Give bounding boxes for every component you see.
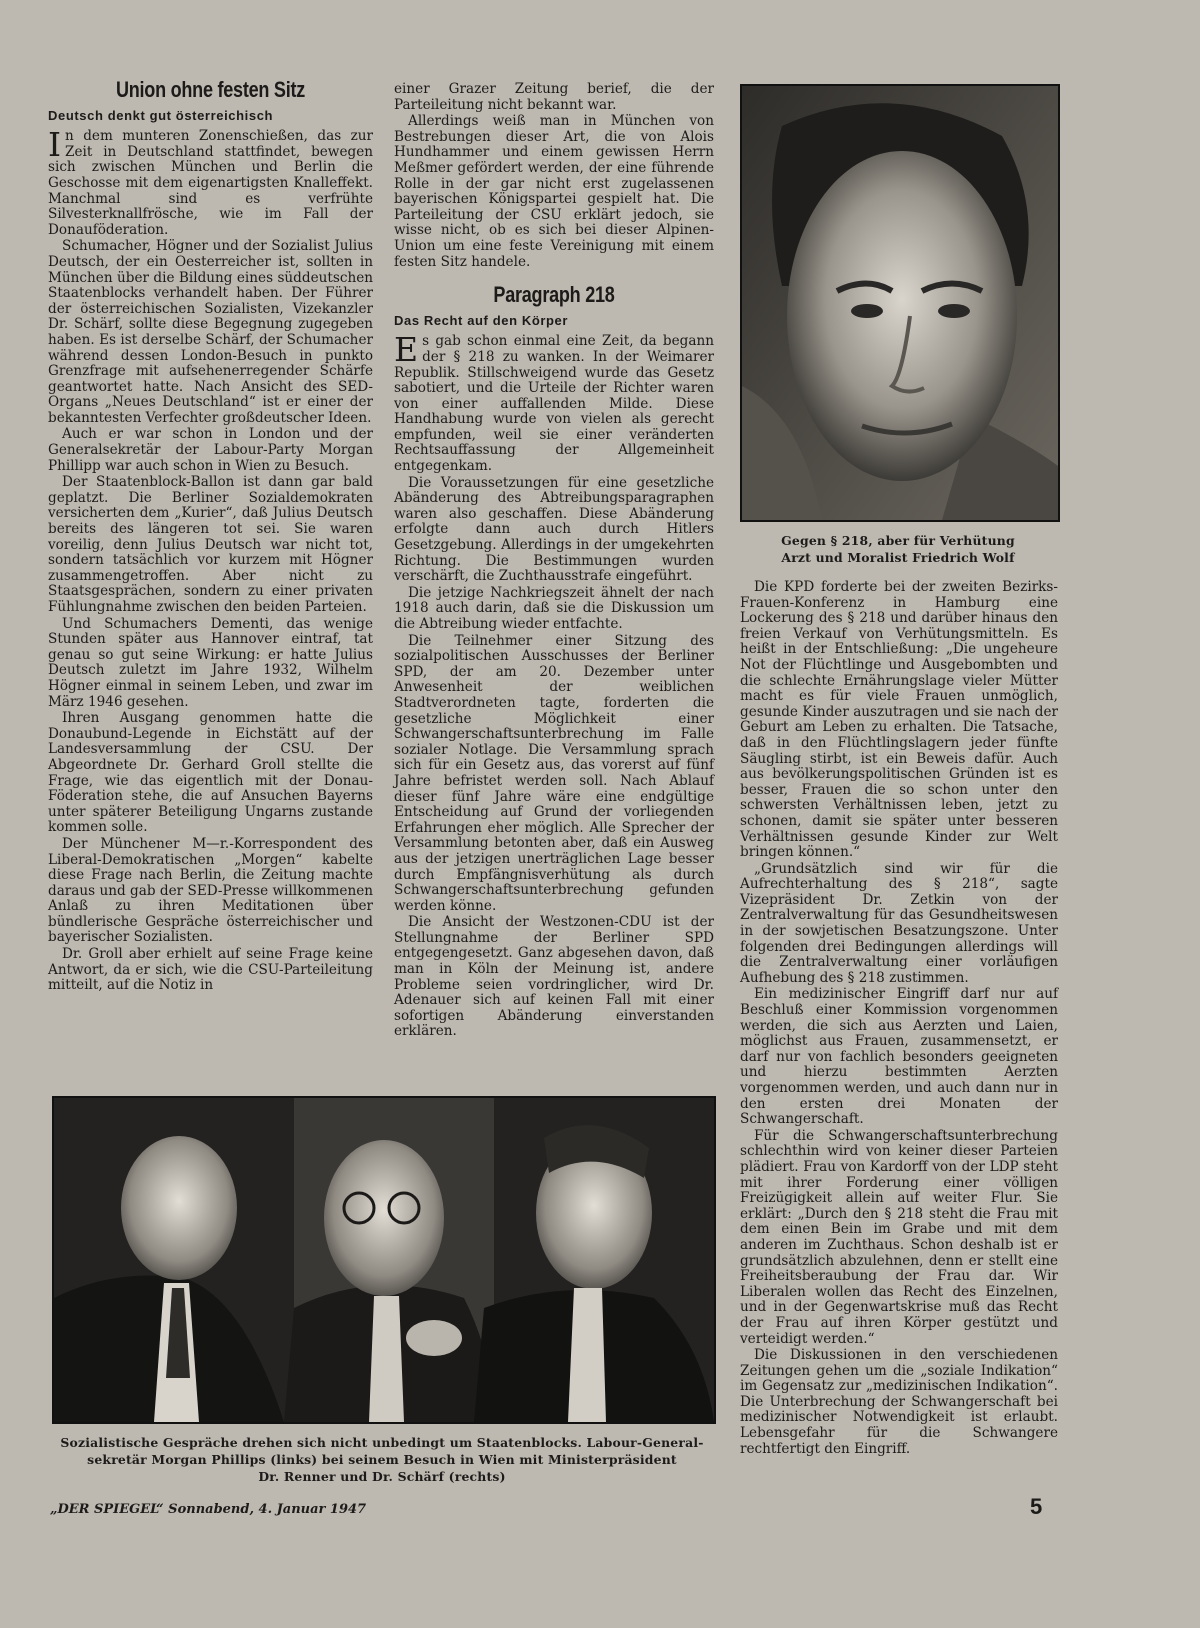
article-1-paragraph: Ihren Ausgang genommen hatte die Donaubund-Legende in Eichstätt auf der Landesversammlung der CSU. Der Abgeordnete Dr. Gerhard Groll stellte die Frage, wie das eigentlich mit der Donau-Föderation stehe, die auf Ansuchen Bayerns unter späterer Beteiligung Ungarns zustande kommen solle. (48, 710, 373, 836)
portrait-photo (740, 84, 1060, 522)
article-1-continuation: Allerdings weiß man in München von Bestrebungen dieser Art, die von Alois Hundhammer und einem gewissen Herrn Meßmer gefördert werden, der eine führende Rolle in der gar nicht erst zugelassenen bayerischen Königspartei gespielt hat. Die Parteileitung der CSU erklärt jedoch, sie wisse nicht, ob es sich bei dieser Alpinen-Union um eine feste Vereinigung mit einem festen Sitz handele. (394, 113, 714, 270)
article-2-continuation: Ein medizinischer Eingriff darf nur auf Beschluß einer Kommission vorgenommen werden, die sich aus Aerzten und Laien, möglichst aus Frauen, zusammensetzt, er darf nur von fachlich besonders geeigneten und hierzu bestimmten Aerzten vorgenommen werden, und auch dann nur in den ersten drei Monaten der Schwangerschaft. (740, 986, 1058, 1128)
article-2-paragraph: Die Voraussetzungen für eine gesetzliche Abänderung des Abtreibungsparagraphen waren also geschaffen. Diese Abänderung erfolgte dann auch durch Hitlers Gesetzgebung. Allerdings in der umgekehrten Richtung. Die Bestimmungen wurden verschärft, die Zuchthausstrafe eingeführt. (394, 474, 714, 585)
column-3 (740, 580, 1058, 1458)
article-2-continuation: Für die Schwangerschaftsunterbrechung schlechthin wird von keiner dieser Parteien plädiert. Frau von Kardorff von der LDP steht mit ihrer Forderung einer völligen Freizügigkeit allein auf weiter Flur. Sie erklärt: „Durch den § 218 steht die Frau mit dem einen Bein im Grabe und mit dem anderen im Zuchthaus. Schon deshalb ist er grundsätzlich abzulehnen, denn er stellt eine Freiheitsberaubung der Frau dar. Wir Liberalen wollen das Recht des Einzelnen, und in der Gegenwartskrise muß das Recht der Frau auf ihren Körper gestützt und verteidigt werden.“ (740, 1127, 1058, 1347)
article-2-subtitle: Das Recht auf den Körper (394, 312, 569, 328)
article-2-title: Paragraph 218 (493, 282, 615, 308)
group-caption: Sozialistische Gespräche drehen sich nicht unbedingt um Staatenblocks. Labour-General- sekretär Morgan Phillips (links) bei seinem Besuch in Wien mit Ministerpräsident Dr. Renner und Dr. Schärf (rechts) (60, 1435, 704, 1484)
article-1-paragraph: Der Münchener M—r.-Korrespondent des Liberal-Demokratischen „Morgen“ kabelte diese Frage nach Berlin, die Zeitung machte daraus und gab der SED-Presse willkommenen Anlaß zu ihren Meditationen über bündlerische Gespräche österreichischer und bayerischer Sozialisten. (48, 835, 373, 946)
article-1-subtitle: Deutsch denkt gut österreichisch (48, 107, 274, 123)
portrait-caption: Gegen § 218, aber für Verhütung Arzt und Moralist Friedrich Wolf (781, 533, 1015, 565)
article-1-paragraph: Auch er war schon in London und der Generalsekretär der Labour-Party Morgan Phillipp war auch schon in Wien zu Besuch. (48, 426, 373, 474)
article-1-paragraph: Dr. Groll aber erhielt auf seine Frage keine Antwort, da er sich, wie die CSU-Parteileitung mitteilt, auf die Notiz in (48, 946, 373, 994)
article-2-paragraph: Es gab schon einmal eine Zeit, da begann der § 218 zu wanken. In der Weimarer Republik. Stillschweigend wurde das Gesetz sabotiert, und die Urteile der Richter waren von einer auffallenden Milde. Diese Handhabung wurde von vielen als gerecht empfunden, weil sie einer veränderten Rechtsauffassung der Allgemeinheit entgegenkam. (394, 330, 714, 475)
article-2-continuation: „Grundsätzlich sind wir für die Aufrechterhaltung des § 218“, sagte Vizepräsident Dr. Zetkin von der Zentralverwaltung für das Gesundheitswesen in der sowjetischen Besatzungszone. Unter folgenden drei Bedingungen allerdings will die Zentralverwaltung einer vorläufigen Aufhebung des § 218 zustimmen. (740, 860, 1058, 986)
article-1-paragraph: Der Staatenblock-Ballon ist dann gar bald geplatzt. Die Berliner Sozialdemokraten versicherten dem „Kurier“, daß Julius Deutsch bereits des längeren tot sei. Sie waren voreilig, denn Julius Deutsch war nicht tot, sondern tatsächlich vor kurzem mit Högner zusammengetroffen. Aber nicht zu Staatsgesprächen, sondern zu einer privaten Fühlungnahme zwischen den beiden Parteien. (48, 474, 373, 615)
article-1-title: Union ohne festen Sitz (115, 77, 306, 102)
group-image (54, 1098, 714, 1422)
article-1-paragraph: Schumacher, Högner und der Sozialist Julius Deutsch, der ein Oesterreicher ist, sollten in München über die Bildung eines süddeutschen Staatenblocks verhandelt haben. Der Führer der österreichischen Sozialisten, Vizekanzler Dr. Schärf, sollte diese Begegnung zugegeben haben. Es ist derselbe Schärf, der Schumacher während dessen London-Besuch in punkto Grenzfrage mit aufsehenerregender Schärfe geantwortet hatte. Nach Ansicht des SED-Organs „Neues Deutschland“ ist er einer der bekanntesten Verfechter großdeutscher Ideen. (48, 238, 373, 426)
article-2-paragraph: Die Ansicht der Westzonen-CDU ist der Stellungnahme der Berliner SPD entgegengesetzt. Ganz abgesehen davon, daß man in Köln der Meinung ist, andere Probleme seien vordringlicher, wird Dr. Adenauer sich auf keinen Fall mit einer sofortigen Abänderung einverstanden erklären. (394, 914, 714, 1040)
article-1-paragraph: In dem munteren Zonenschießen, das zur Zeit in Deutschland stattfindet, bewegen sich zwischen München und Berlin die Geschosse mit dem eigenartigsten Knalleffekt. Manchmal sind es verfrühte Silvesterknallfrösche, wie im Fall der Donauföderation. (48, 125, 373, 238)
drop-cap: I (48, 125, 62, 165)
article-2-paragraph: Die jetzige Nachkriegszeit ähnelt der nach 1918 auch darin, daß sie die Diskussion um die Abtreibung wieder entfachte. (394, 584, 714, 632)
column-2 (394, 82, 714, 1041)
drop-cap: E (394, 330, 419, 370)
article-2-continuation: Die KPD forderte bei der zweiten Bezirks-Frauen-Konferenz in Hamburg eine Lockerung des § 218 und darüber hinaus den freien Verkauf von Verhütungsmitteln. Es heißt in der Entschließung: „Die ungeheure Not der Flüchtlinge und Ausgebombten und die schlechte Ernährungslage vieler Mütter macht es für viele Frauen unmöglich, gesunde Kinder auszutragen und sie nach der Geburt am Leben zu erhalten. Die Tatsache, daß in den Flüchtlingslagern jeder fünfte Säugling stirbt, ist ein Beweis dafür. Auch aus bevölkerungspolitischen Gründen ist es besser, Frauen die so schon unter den schwersten Verhältnissen leben, jetzt zu schonen, damit sie später unter besseren Verhältnissen gesunde Kinder zur Welt bringen können.“ (740, 579, 1058, 861)
footer-masthead: „DER SPIEGEL“ Sonnabend, 4. Januar 1947 (50, 1502, 367, 1517)
article-1-paragraph: Und Schumachers Dementi, das wenige Stunden später aus Hannover eintraf, tat genau so gut seine Wirkung: er hatte Julius Deutsch zuletzt im Jahre 1932, Wilhelm Högner einmal in seinem Leben, und zwar im März 1946 gesehen. (48, 615, 373, 710)
article-1-continuation: einer Grazer Zeitung berief, die der Parteileitung nicht bekannt war. (394, 81, 714, 113)
column-1 (48, 77, 373, 995)
article-2-paragraph: Die Teilnehmer einer Sitzung des sozialpolitischen Ausschusses der Berliner SPD, der am 20. Dezember unter Anwesenheit der weiblichen Stadtverordneten tagte, forderten die gesetzliche Möglichkeit einer Schwangerschaftsunterbrechung im Falle sozialer Notlage. Die Versammlung sprach sich für ein Gesetz aus, das vorerst auf fünf Jahre befristet werden soll. Nach Ablauf dieser fünf Jahre wäre eine endgültige Entscheidung auf Grund der vorliegenden Erfahrungen eher möglich. Alle Sprecher der Versammlung betonten aber, daß ein Ausweg aus der jetzigen unerträglichen Lage besser durch Empfängnisverhütung als durch Schwangerschaftsunterbrechung gefunden werden könne. (394, 632, 714, 914)
group-photo (52, 1096, 716, 1424)
article-2-continuation: Die Diskussionen in den verschiedenen Zeitungen gehen um die „soziale Indikation“ im Gegensatz zur „medizinischen Indikation“. Die Unterbrechung der Schwangerschaft bei medizinischer Notwendigkeit ist erlaubt. Lebensgefahr für die Schwangere rechtfertigt den Eingriff. (740, 1347, 1058, 1457)
page-number: 5 (1030, 1494, 1043, 1519)
portrait-image (742, 86, 1058, 520)
